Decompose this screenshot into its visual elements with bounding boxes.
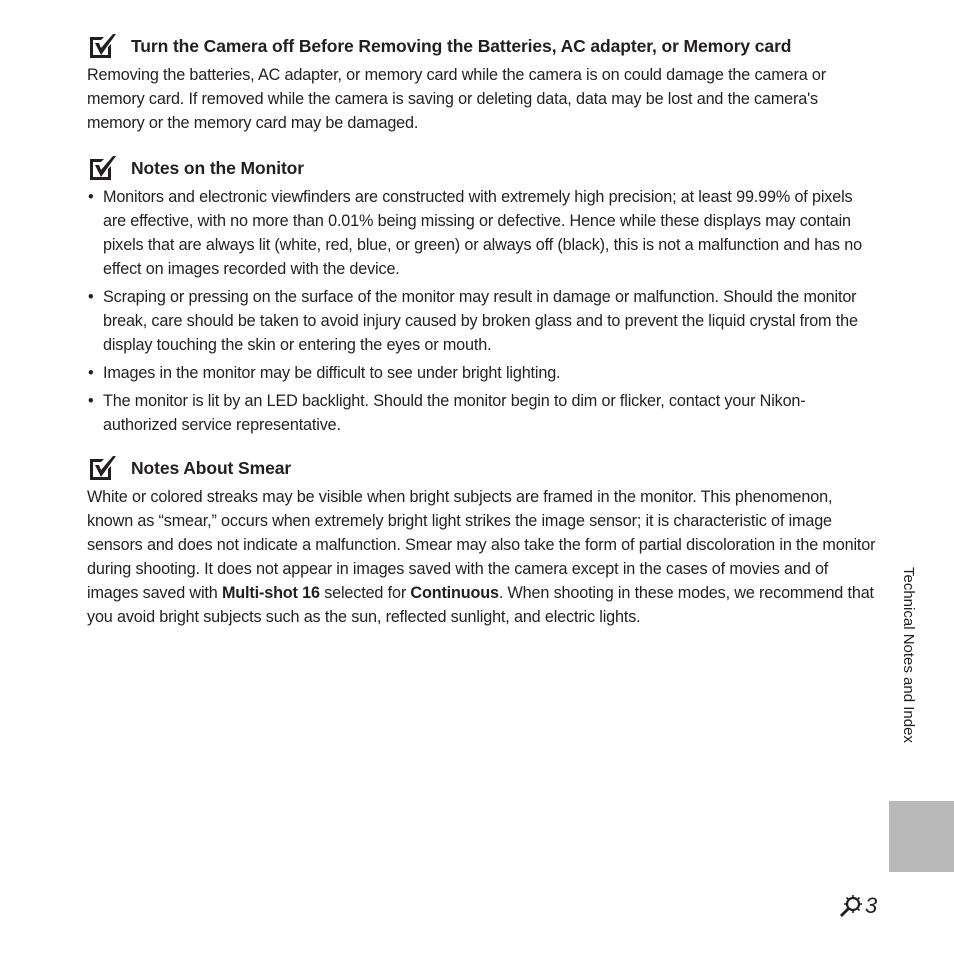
paragraph-text: White or colored streaks may be visible when bright subjects are framed in the monitor. This phenomenon, known as “smear,” occurs when extremely bright light strikes the image sensor; it is characteristic of image sensors and does not indicate a malfunction. Smear may also take the form of partial discoloration in the monitor during shooting. It does not appear in images saved with the camera except in the cases of movies and of images saved with [87,488,876,602]
setting-name-multi-shot: Multi-shot 16 [221,584,320,602]
list-item [87,285,877,357]
list-item-text: Scraping or pressing on the surface of the monitor may result in damage or malfunction. Should the monitor break, care should be taken to avoid injury caused by broken glass and to prevent the liquid crystal from the display touching the skin or entering the eyes or mouth. [103,288,858,354]
technical-notes-icon [838,893,864,919]
setting-name-continuous: Continuous [410,584,499,602]
list-item-text: Images in the monitor may be difficult to see under bright lighting. [103,364,561,382]
list-item-text: The monitor is lit by an LED backlight. Should the monitor begin to dim or flicker, contact your Nikon-authorized service representative. [103,392,806,434]
heading-text: Turn the Camera off Before Removing the Batteries, AC adapter, or Memory card [131,36,792,56]
caution-section-monitor [87,155,877,441]
list-item [87,185,877,281]
paragraph-text: . When shooting in these modes, we recommend that you avoid bright subjects such as the sun, reflected sunlight, and electric lights. [87,584,874,626]
caution-section-power-off [87,33,877,135]
section-heading [87,33,877,59]
bullet-dot: • [88,188,94,206]
section-heading [87,155,877,181]
list-item [87,389,877,437]
side-tab-marker [889,801,954,872]
bullet-dot: • [88,392,94,410]
bullet-dot: • [88,364,94,382]
section-paragraph: Removing the batteries, AC adapter, or memory card while the camera is on could damage the camera or memory card. If removed while the camera is saving or deleting data, data may be lost and the camera's memory or the memory card may be damaged. [87,66,826,132]
list-item-text: Monitors and electronic viewfinders are constructed with extremely high precision; at least 99.99% of pixels are effective, with no more than 0.01% being missing or defective. Hence while these displays may contain pixels that are always lit (white, red, blue, or green) or always off (black), this is not a malfunction and has no effect on images recorded with the device. [103,188,862,278]
bullet-list [87,185,877,437]
caution-check-icon [89,155,116,181]
caution-check-icon [89,33,116,59]
caution-check-icon [89,455,116,481]
heading-text: Notes on the Monitor [131,158,304,178]
side-tab-label: Technical Notes and Index [900,567,917,743]
caution-section-smear [87,455,877,629]
page-number-value: 3 [865,893,878,918]
bullet-dot: • [88,288,94,306]
section-paragraph [87,485,877,629]
section-heading [87,455,877,481]
list-item [87,361,877,385]
paragraph-text: selected for [319,584,411,602]
heading-text: Notes About Smear [131,458,292,478]
page-number [838,893,877,919]
